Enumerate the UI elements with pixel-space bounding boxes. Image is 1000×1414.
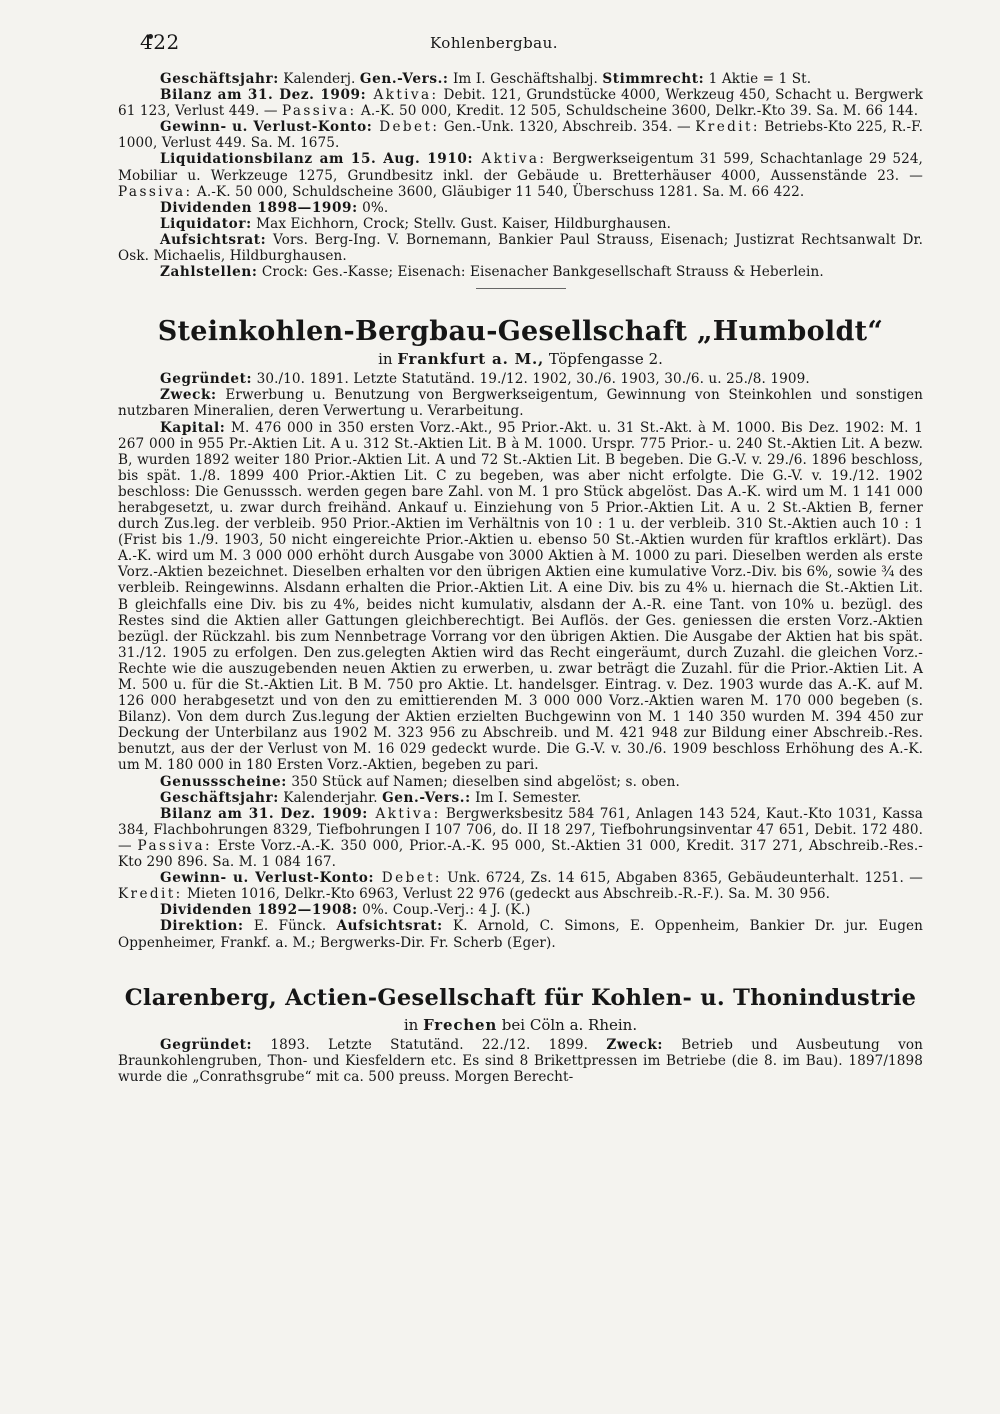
company-title-clarenberg: Clarenberg, Actien-Gesellschaft für Kohlen- u. Thonindustrie — [124, 984, 917, 1011]
label-bilanz: Bilanz am 31. Dez. 1909: — [160, 87, 367, 104]
paragraph-gewinn-verlust-2: Gewinn- u. Verlust-Konto: Debet: Unk. 6724, Zs. 14 615, Abgaben 8365, Gebäudeunterhalt. 1251. — Kredit: Mieten 1016, Delkr.-Kto 6963, Verlust 22 976 (gedeckt aus Abschreib.-R.-F.). Sa. M. 30 956. — [118, 870, 923, 903]
paragraph-genussscheine: Genussscheine: 350 Stück auf Namen; dieselben sind abgelöst; s. oben. — [160, 773, 680, 790]
paragraph-geschaeftsjahr: Geschäftsjahr: Kalenderj. Gen.-Vers.: Im I. Geschäftshalbj. Stimmrecht: 1 Aktie = 1 St. — [160, 71, 812, 87]
company-title-humboldt: Steinkohlen-Bergbau-Gesellschaft „Humboldt“ — [157, 316, 884, 348]
paragraph-zahlstellen: Zahlstellen: Crock: Ges.-Kasse; Eisenach: Eisenacher Bankgesellschaft Strauss & Heberlein. — [160, 264, 824, 281]
label-stimmrecht: Stimmrecht: — [602, 71, 705, 87]
label-geschaeftsjahr: Geschäftsjahr: — [160, 71, 279, 87]
label-direktion: Direktion: — [160, 918, 244, 935]
paragraph-bilanz-2: Bilanz am 31. Dez. 1909: Aktiva: Bergwerksbesitz 584 761, Anlagen 143 524, Kaut.-Kto 1031, Kassa 384, Flachbohrungen 8329, Tiefbohrungen I 107 706, do. II 18 297, Tiefbohrungsinventar 47 651, Debit. 172 480. — Passiva: Erste Vorz.-A.-K. 350 000, Prior.-A.-K. 95 000, St.-Aktien 31 000, Kredit. 317 271, Abschreib.-Res.-Kto 290 896. Sa. M. 1 084 167. — [118, 805, 923, 871]
label-gewinn-verlust: Gewinn- u. Verlust-Konto: — [160, 119, 373, 136]
label-aufsichtsrat: Aufsichtsrat: — [160, 231, 267, 248]
label-dividenden: Dividenden 1898—1909: — [160, 199, 358, 216]
text-column — [118, 71, 923, 1085]
label-zweck: Zweck: — [160, 387, 217, 404]
section-divider — [476, 288, 566, 289]
paragraph-geschaeftsjahr-2: Geschäftsjahr: Kalenderjahr. Gen.-Vers.: Im I. Semester. — [160, 789, 582, 806]
label-genussscheine: Genussscheine: — [160, 773, 287, 790]
paragraph-gegruendet-3: Gegründet: 1893. Letzte Statutänd. 22./12. 1899. Zweck: Betrieb und Ausbeutung von Braunkohlengruben, Thon- und Kiesfeldern etc. Es sind 8 Brikettpressen im Betriebe (die 8. im Bau). 1897/1898 wurde die „Conrathsgrube“ mit ca. 500 preuss. Morgen Berecht- — [118, 1036, 923, 1085]
paragraph-kapital: Kapital: M. 476 000 in 350 ersten Vorz.-Akt., 95 Prior.-Akt. u. 31 St.-Akt. à M. 1000. Bis Dez. 1902: M. 1 267 000 in 955 Pr.-Aktien Lit. A u. 312 St.-Aktien Lit. B à M. 1000. Urspr. 775 Prior.- u. 240 St.-Aktien Lit. A bezw. B, wurden 1892 weiter 180 Prior.-Aktien Lit. A und 72 St.-Aktien Lit. B begeben. Die G.-V. v. 29./6. 1896 beschloss, bis spät. 1./8. 1899 400 Prior.-Aktien Lit. C zu begeben, was aber nicht erfolgte. Die G.-V. v. 19./12. 1902 beschloss: Die Genusssch. werden gegen bare Zahl. von M. 1 pro Stück abgelöst. Das A.-K. wird um M. 1 141 000 herabgesetzt, u. zwar durch freihänd. Ankauf u. Einziehung von 5 Prior.-Aktien Lit. A u. 2 St.-Aktien B, ferner durch Zus.leg. der verbleib. 950 Prior.-Aktien im Verhältnis von 10 : 1 u. der verbleib. 310 St.-Aktien auch 10 : 1 (Frist bis 1./9. 1903, 50 nicht eingereichte Prior.-Aktien u. ebenso 50 St.-Aktien wurden für kraftlos erklärt). Das A.-K. wird um M. 3 000 000 erhöht durch Ausgabe von 3000 Aktien à M. 1000 zu pari. Dieselben werden als erste Vorz.-Aktien bezeichnet. Dieselben erhalten vor den übrigen Aktien eine kumulative Vorz.-Div. bis 6%, sowie ¾ des verbleib. Reingewinns. Alsdann erhalten die Prior.-Aktien Lit. A eine Div. bis zu 4% u. hiernach die St.-Aktien Lit. B gleichfalls eine Div. bis zu 4%, beides nicht kumulativ, alsdann der A.-R. eine Tant. von 10% u. bezügl. des Restes sind die Aktien aller Gattungen gleichberechtigt. Bei Auflös. der Ges. geniessen die ersten Vorz.-Aktien bezügl. der Rückzahl. bis zum Nennbetrage Vorrang vor den übrigen Aktien. Die Ausgabe der Aktien hat bis spät. 31./12. 1905 zu erfolgen. Den zus.gelegten Aktien wird das Recht eingeräumt, durch Zuzahl. die gleichen Vorz.-Rechte wie die auszugebenden neuen Aktien zu erwerben, u. zwar beträgt die Zuzahl. für die Prior.-Aktien Lit. A M. 500 u. für die St.-Aktien Lit. B M. 750 pro Aktie. Lt. handelsger. Eintrag. v. Dez. 1903 wurde das A.-K. auf M. 126 000 herabgesetzt und von den zu emittierenden M. 3 000 000 Vorz.-Aktien waren M. 170 000 begeben (s. Bilanz). Von dem durch Zus.legung der Aktien erzielten Buchgewinn von M. 1 140 350 wurden M. 394 450 zur Deckung der Unterbilanz aus 1902 M. 323 956 zu Abschreib. und M. 421 948 zur Bildung einer Abschreib.-Res. benutzt, aus der der Verlust von M. 16 029 gedeckt wurde. Die G.-V. v. 30./6. 1909 beschloss Erhöhung des A.-K. um M. 180 000 in 180 Ersten Vorz.-Aktien, begeben zu pari. — [118, 419, 923, 774]
paragraph-aufsichtsrat: Aufsichtsrat: Vors. Berg-Ing. V. Bornemann, Bankier Paul Strauss, Eisenach; Justizrat Rechtsanwalt Dr. Osk. Michaelis, Hildburghausen. — [118, 231, 923, 265]
label-zahlstellen: Zahlstellen: — [160, 264, 258, 281]
label-bilanz: Bilanz am 31. Dez. 1909: — [160, 805, 368, 822]
label-gen-vers: Gen.-Vers.: — [382, 789, 471, 806]
paragraph-liquidator: Liquidator: Max Eichhorn, Crock; Stellv. Gust. Kaiser, Hildburghausen. — [160, 215, 672, 232]
company-location-humboldt: in Frankfurt a. M., Töpfengasse 2. — [378, 350, 663, 369]
page-number: 422 — [140, 30, 180, 54]
paragraph-zweck: Zweck: Erwerbung u. Benutzung von Bergwerkseigentum, Gewinnung von Steinkohlen und sonstigen nutzbaren Mineralien, deren Verwertung u. Verarbeitung. — [118, 387, 923, 420]
label-gen-vers: Gen.-Vers.: — [359, 71, 449, 87]
paragraph-bilanz: Bilanz am 31. Dez. 1909: Aktiva: Debit. 121, Grundstücke 4000, Werkzeug 450, Schacht u. Bergwerk 61 123, Verlust 449. — Passiva: A.-K. 50 000, Kredit. 12 505, Schuldscheine 3600, Delkr.-Kto 39. Sa. M. 66 144. — [118, 87, 923, 120]
label-gegruendet: Gegründet: — [160, 1036, 253, 1053]
label-dividenden: Dividenden 1892—1908: — [160, 902, 358, 919]
label-liquidator: Liquidator: — [160, 215, 252, 232]
paragraph-dividenden: Dividenden 1898—1909: 0%. — [160, 199, 389, 216]
page-header — [140, 30, 600, 60]
label-gewinn-verlust: Gewinn- u. Verlust-Konto: — [160, 870, 375, 887]
paragraph-direktion: Direktion: E. Fünck. Aufsichtsrat: K. Arnold, C. Simons, E. Oppenheim, Bankier Dr. jur. Eugen Oppenheimer, Frankf. a. M.; Bergwerks-Dir. Fr. Scherb (Eger). — [118, 918, 923, 951]
label-geschaeftsjahr: Geschäftsjahr: — [160, 789, 279, 806]
label-zweck: Zweck: — [606, 1036, 663, 1053]
paragraph-gewinn-verlust: Gewinn- u. Verlust-Konto: Debet: Gen.-Unk. 1320, Abschreib. 354. — Kredit: Betriebs-Kto 225, R.-F. 1000, Verlust 449. Sa. M. 1675. — [118, 119, 923, 152]
paragraph-gegruendet: Gegründet: 30./10. 1891. Letzte Statutänd. 19./12. 1902, 30./6. 1903, 30./6. u. 25./8. 1909. — [160, 371, 810, 388]
running-head: Kohlenbergbau. — [430, 34, 559, 52]
label-aufsichtsrat: Aufsichtsrat: — [336, 918, 443, 935]
company-location-clarenberg: in Frechen bei Cöln a. Rhein. — [403, 1015, 638, 1034]
paragraph-liquidationsbilanz: Liquidationsbilanz am 15. Aug. 1910: Aktiva: Bergwerkseigentum 31 599, Schachtanlage 29 524, Mobiliar u. Werkzeuge 1275, Grundbesitz inkl. der Gebäude u. Bretterhäuser 4000, Aussenstände 23. — Passiva: A.-K. 50 000, Schuldscheine 3600, Gläubiger 11 540, Überschuss 1281. Sa. M. 66 422. — [118, 151, 923, 200]
label-kapital: Kapital: — [160, 419, 226, 436]
label-liquidationsbilanz: Liquidationsbilanz am 15. Aug. 1910: — [160, 151, 474, 168]
label-gegruendet: Gegründet: — [160, 371, 253, 388]
paragraph-dividenden-2: Dividenden 1892—1908: 0%. Coup.-Verj.: 4 J. (K.) — [160, 902, 531, 919]
